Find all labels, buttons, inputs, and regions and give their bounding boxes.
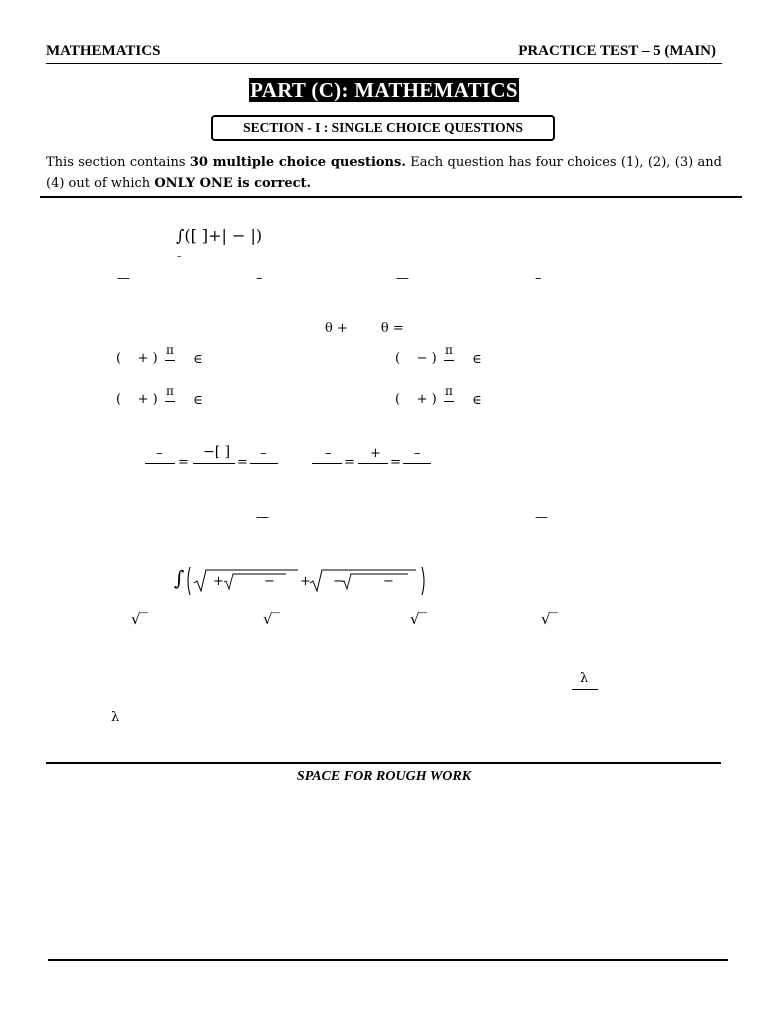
q3-frac-6-bar [403,463,431,464]
header-rule [46,63,722,64]
q2-option-3: ( + ) [116,392,158,407]
q2-option-3-frac-bar [165,401,175,402]
q5-frac-bar [572,689,598,690]
q4-integral: ∫ [174,566,185,590]
q3-frac-3-bar [250,463,278,464]
q2-option-1-in: ∈ [193,352,203,367]
q3-frac-1-bar [145,463,175,464]
q4-option-4: √‾ [541,610,559,628]
intro-rule [40,196,742,198]
q2-option-2-frac-bar [444,360,454,361]
intro-text-1: This section contains [46,155,190,170]
q4-inner-1: + [213,574,224,589]
q3-frac-6-num: – [414,446,421,461]
q1-lower-limit: – [177,252,182,262]
q5-lambda-numerator: λ [580,671,589,686]
q4-inner-2b: − [383,574,394,589]
q3-frac-4-num: – [325,446,332,461]
q3-frac-5-num: + [370,446,381,461]
q3-eq-5: = [390,455,401,470]
q2-option-1-frac-bar [165,360,175,361]
intro-text-2: Each question has four choices (1), (2), (3) and (4) out of which [46,155,722,191]
q2-option-2-in: ∈ [472,352,482,367]
q4-inner-1b: − [264,574,275,589]
q2-option-4-in: ∈ [472,393,482,408]
q4-option-1: √‾ [131,610,149,628]
q3-eq-2: = [237,455,248,470]
q1-integral: ∫([ ]+| − |) [176,226,263,245]
q3-frac-2-num: −[ ] [203,444,231,460]
q2-option-2-pi: π [445,343,453,357]
q1-option-4: – [535,271,542,286]
q4-inner-2: − [333,574,344,589]
q2-option-4-frac-bar [444,401,454,402]
part-title: PART (C): MATHEMATICS [250,78,518,102]
q4-option-3: √‾ [410,610,428,628]
intro-bold-1: 30 multiple choice questions. [189,155,406,170]
q2-option-4: ( + ) [395,392,437,407]
q2-option-2: ( − ) [395,351,437,366]
section-instructions [46,152,722,194]
header-subject: MATHEMATICS [46,43,161,59]
q2-option-3-pi: π [166,384,174,398]
q4-option-2: √‾ [263,610,281,628]
rough-work-label: SPACE FOR ROUGH WORK [296,769,472,784]
q3-frac-5-bar [358,463,388,464]
q2-stem: θ + θ = [325,321,404,336]
intro-bold-2: ONLY ONE is correct. [154,176,312,191]
q3-frac-1-num: – [156,446,163,461]
rough-work-rule [46,762,721,764]
q2-option-1: ( + ) [116,351,158,366]
section-title: SECTION - I : SINGLE CHOICE QUESTIONS [211,115,555,141]
header-test-name: PRACTICE TEST – 5 (MAIN) [518,43,716,59]
q3-frac-3-num: – [260,446,267,461]
q3-frac-2-bar [193,463,235,464]
q1-option-2: – [256,271,263,286]
q1-option-3: — [396,271,409,286]
q5-lambda: λ [111,710,120,725]
q2-option-4-pi: π [445,384,453,398]
q3-eq-4: = [344,455,355,470]
q2-option-3-in: ∈ [193,393,203,408]
q2-option-1-pi: π [166,343,174,357]
q1-option-1: — [117,271,130,286]
q3-option-2: — [535,510,548,525]
q3-eq-1: = [178,455,189,470]
q3-frac-4-bar [312,463,342,464]
q4-plus: + [300,574,311,589]
page-bottom-rule [48,959,728,961]
q3-option-1: — [256,510,269,525]
